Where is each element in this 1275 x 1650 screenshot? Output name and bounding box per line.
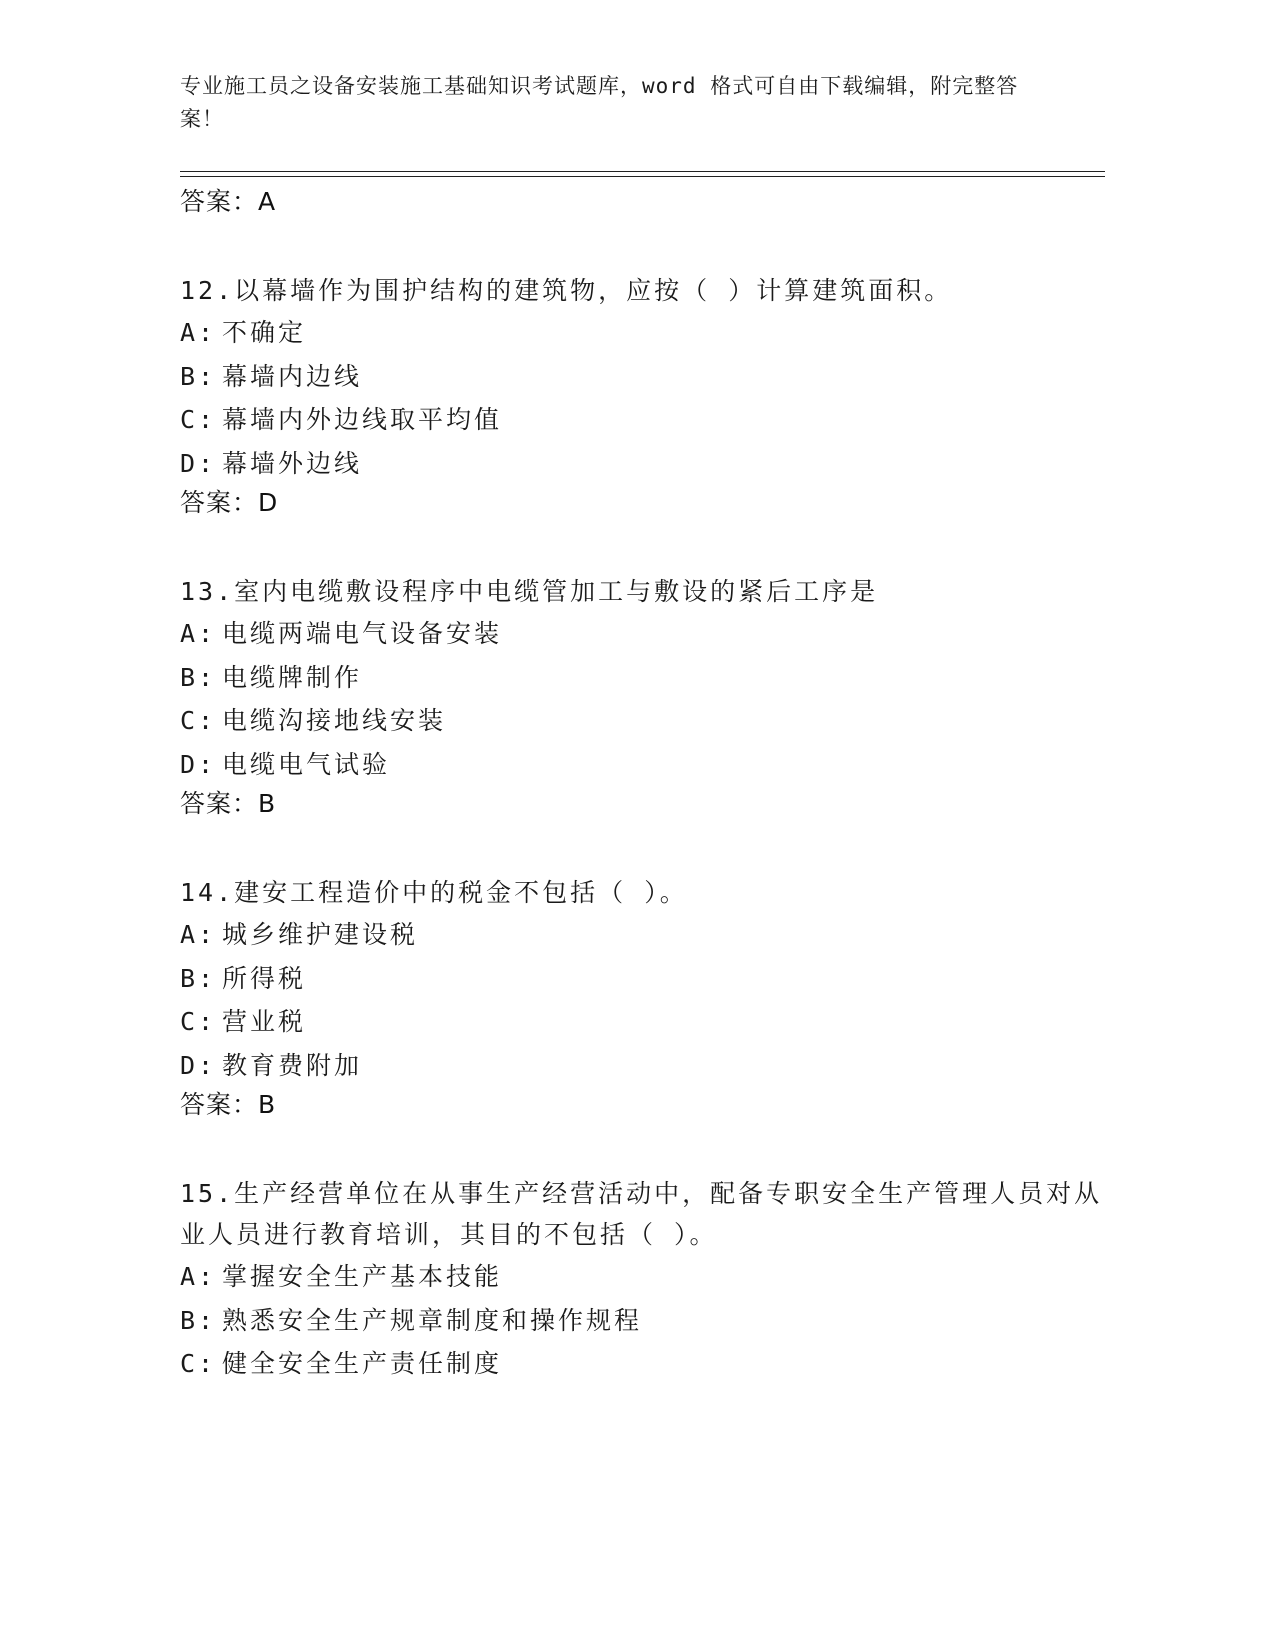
option-text: 掌握安全生产基本技能	[222, 1262, 503, 1291]
option-b	[180, 656, 1105, 700]
question-13	[180, 571, 1105, 822]
option-text: 电缆牌制作	[222, 662, 363, 692]
option-letter: B:	[180, 361, 217, 391]
option-a	[180, 311, 1105, 355]
header-rule-top	[180, 171, 1105, 172]
option-text: 健全安全生产责任制度	[222, 1349, 503, 1378]
option-letter: C:	[180, 405, 217, 434]
option-text: 幕墙外边线	[222, 448, 363, 478]
question-text: 14.建安工程造价中的税金不包括（ ）。	[180, 878, 688, 907]
answer: 答案：B	[180, 789, 277, 818]
option-letter: B:	[180, 1305, 217, 1335]
option-b	[180, 1299, 1105, 1343]
document-body	[180, 184, 1105, 1386]
option-a	[180, 913, 1105, 957]
option-b	[180, 355, 1105, 399]
question-15	[180, 1173, 1105, 1386]
option-letter: B:	[180, 963, 217, 993]
question-14	[180, 872, 1105, 1123]
question-text: 12.以幕墙作为围护结构的建筑物，应按（ ）计算建筑面积。	[180, 276, 953, 305]
option-text: 电缆两端电气设备安装	[222, 619, 503, 648]
option-letter: A:	[180, 920, 217, 949]
option-text: 城乡维护建设税	[222, 920, 419, 949]
question-text: 13.室内电缆敷设程序中电缆管加工与敷设的紧后工序是	[180, 577, 879, 606]
option-text: 电缆电气试验	[222, 749, 391, 779]
option-text: 幕墙内外边线取平均值	[222, 405, 503, 434]
question-text: 15.生产经营单位在从事生产经营活动中，配备专职安全生产管理人员对从业人员进行教育培训，其目的不包括（ ）。	[180, 1179, 1103, 1249]
option-c	[180, 1342, 1105, 1386]
option-letter: D:	[180, 448, 217, 478]
option-letter: A:	[180, 619, 217, 648]
option-c	[180, 1000, 1105, 1044]
option-letter: C:	[180, 1349, 217, 1378]
option-d	[180, 743, 1105, 787]
option-text: 营业税	[222, 1007, 307, 1036]
option-letter: B:	[180, 662, 217, 692]
option-letter: A:	[180, 318, 217, 347]
option-letter: D:	[180, 749, 217, 779]
option-d	[180, 442, 1105, 486]
header-rule-bottom	[180, 176, 1105, 177]
option-letter: D:	[180, 1050, 217, 1080]
option-text: 电缆沟接地线安装	[222, 706, 447, 735]
answer-prev: 答案：A	[180, 187, 277, 216]
page-header: 专业施工员之设备安装施工基础知识考试题库，word 格式可自由下载编辑，附完整答案！	[180, 74, 1019, 131]
option-text: 教育费附加	[222, 1050, 363, 1080]
option-letter: C:	[180, 1007, 217, 1036]
option-text: 不确定	[222, 318, 307, 347]
option-a	[180, 1255, 1105, 1299]
answer: 答案：B	[180, 1090, 277, 1119]
option-text: 熟悉安全生产规章制度和操作规程	[222, 1305, 643, 1335]
question-12	[180, 270, 1105, 521]
option-c	[180, 699, 1105, 743]
option-letter: C:	[180, 706, 217, 735]
option-text: 所得税	[222, 963, 307, 993]
option-d	[180, 1044, 1105, 1088]
option-text: 幕墙内边线	[222, 361, 363, 391]
option-a	[180, 612, 1105, 656]
option-c	[180, 398, 1105, 442]
option-b	[180, 957, 1105, 1001]
answer: 答案：D	[180, 488, 279, 517]
option-letter: A:	[180, 1262, 217, 1291]
